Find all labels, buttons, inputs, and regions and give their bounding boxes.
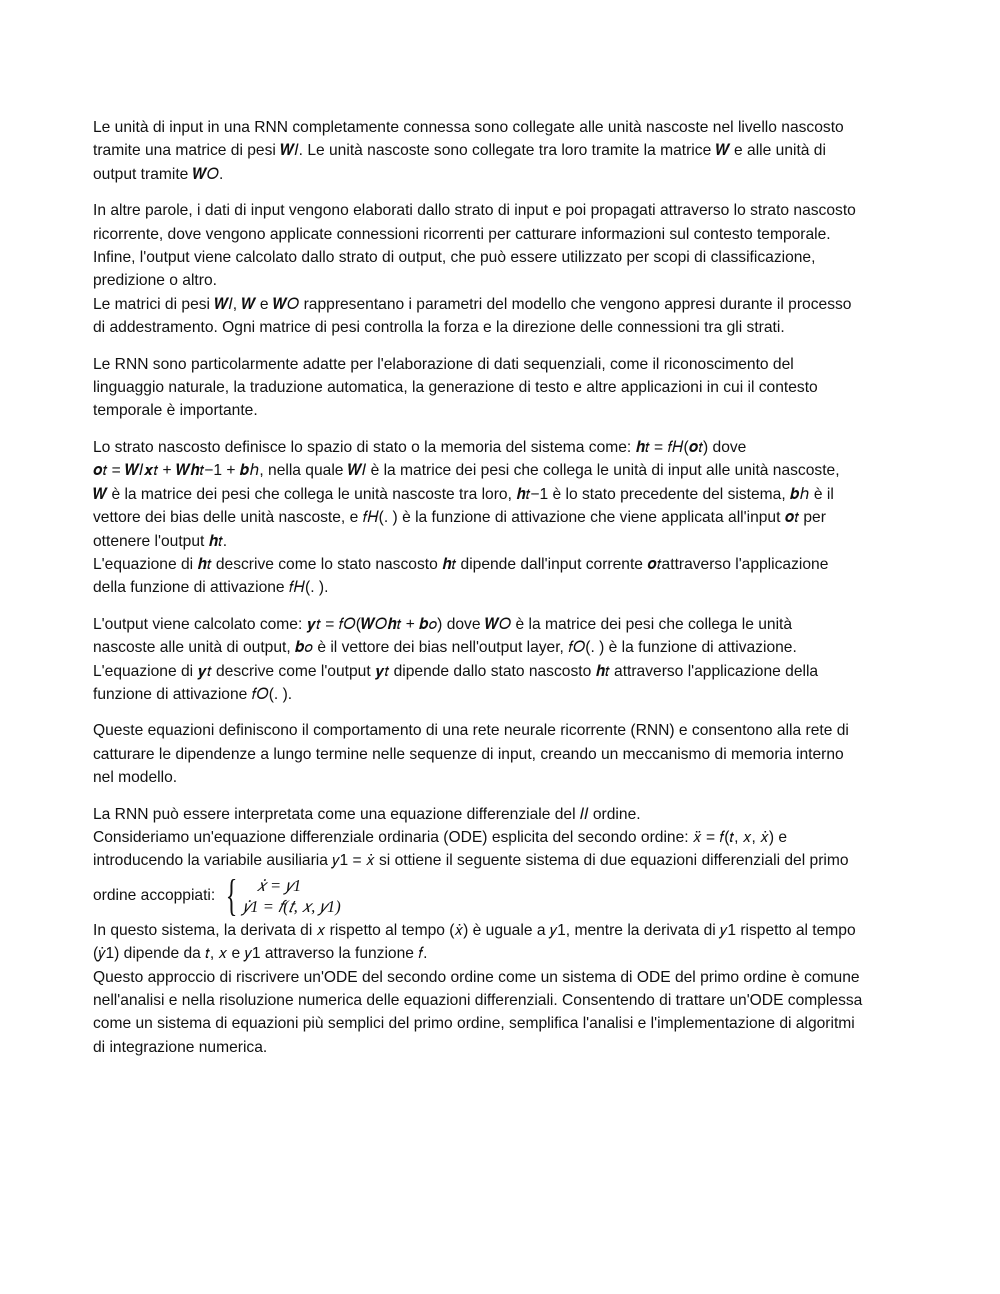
text-line: tramite una matrice di pesi 𝑾𝐼. Le unità nascoste sono collegate tra loro tramite la matrice 𝑾 e alle unità di — [93, 142, 826, 160]
text-line: nell'analisi e nella risoluzione numerica delle equazioni differenziali. Consentendo di trattare un'ODE complessa — [93, 992, 863, 1009]
ode-system-line — [93, 870, 911, 920]
text-line: di integrazione numerica. — [93, 1038, 268, 1056]
text-line: Questo approccio di riscrivere un'ODE del secondo ordine come un sistema di ODE del primo ordine è comune — [93, 968, 860, 986]
text-line: temporale è importante. — [93, 402, 258, 420]
ode-system-row-2: 𝑦̇1 = 𝑓(𝑡, 𝑥, 𝑦1) — [242, 896, 341, 916]
paragraph-data-flow — [93, 199, 911, 339]
paragraph-ode — [93, 803, 911, 1060]
ode-system-label: ordine accoppiati: — [93, 887, 216, 905]
text-line: Le unità di input in una RNN completamente connessa sono collegate alle unità nascoste nel livello nascosto — [93, 119, 844, 136]
text-line: nascoste alle unità di output, 𝒃𝑜 è il vettore dei bias nell'output layer, 𝑓𝑂(. ) è la funzione di attivazione. — [93, 639, 797, 657]
text-line: nel modello. — [93, 769, 178, 787]
text-line: In altre parole, i dati di input vengono elaborati dallo strato di input e poi propagati attraverso lo strato nascosto — [93, 202, 856, 220]
text-line: Le RNN sono particolarmente adatte per l'elaborazione di dati sequenziali, come il riconoscimento del — [93, 355, 794, 373]
text-line: della funzione di attivazione 𝑓𝐻(. ). — [93, 579, 329, 597]
text-line: L'equazione di 𝒚𝑡 descrive come l'output 𝒚𝑡 dipende dallo stato nascosto 𝒉𝑡 attraverso l'applicazione della — [93, 662, 819, 680]
text-line: vettore dei bias delle unità nascoste, e 𝑓𝐻(. ) è la funzione di attivazione che viene applicata all'input 𝒐𝑡 per — [93, 509, 826, 527]
text-line: catturare le dipendenze a lungo termine nelle sequenze di input, creando un meccanismo di memoria interno — [93, 745, 844, 763]
text-line: Infine, l'output viene calcolato dallo strato di output, che può essere utilizzato per scopi di classificazione, — [93, 249, 816, 267]
text-line: ricorrente, dove vengono applicate connessioni ricorrenti per catturare informazioni sul contesto temporale. — [93, 225, 831, 243]
text-line: 𝑾 è la matrice dei pesi che collega le unità nascoste tra loro, 𝒉𝑡−1 è lo stato precedente del sistema, 𝒃ℎ è il — [93, 485, 834, 503]
text-line: di addestramento. Ogni matrice di pesi controlla la forza e la direzione delle connessioni tra gli strati. — [93, 319, 785, 337]
text-line: Queste equazioni definiscono il comportamento di una rete neurale ricorrente (RNN) e consentono alla rete di — [93, 722, 849, 740]
paragraph-rnn-connections — [93, 116, 911, 186]
text-line: output tramite 𝑾𝑂. — [93, 165, 224, 183]
left-brace-icon: { — [225, 870, 238, 920]
ode-system-equations — [221, 870, 341, 920]
paragraph-hidden-state — [93, 436, 911, 600]
text-line: ottenere l'output 𝒉𝑡. — [93, 532, 228, 550]
paragraph-output — [93, 613, 911, 707]
text-line: L'output viene calcolato come: 𝒚𝑡 = 𝑓𝑂(𝑾𝑂𝒉𝑡 + 𝒃𝑜) dove 𝑾𝑂 è la matrice dei pesi che collega le unità — [93, 615, 793, 633]
text-line: Consideriamo un'equazione differenziale ordinaria (ODE) esplicita del secondo ordine: 𝑥̈ = 𝑓(𝑡, 𝑥, 𝑥̇) e — [93, 828, 788, 846]
paragraph-summary — [93, 719, 911, 789]
text-line: predizione o altro. — [93, 272, 217, 290]
text-line: L'equazione di 𝒉𝑡 descrive come lo stato nascosto 𝒉𝑡 dipende dall'input corrente 𝒐𝑡attraverso l'applicazione — [93, 555, 829, 573]
text-line: In questo sistema, la derivata di 𝑥 rispetto al tempo (𝑥̇) è uguale a 𝑦1, mentre la derivata di 𝑦1 rispetto al tempo — [93, 921, 856, 939]
ode-system-row-1: 𝑥̇ = 𝑦1 — [256, 875, 302, 895]
text-line: La RNN può essere interpretata come una equazione differenziale del 𝐼𝐼 ordine. — [93, 805, 641, 823]
text-line: 𝒐𝑡 = 𝑾𝐼𝒙𝑡 + 𝑾𝒉𝑡−1 + 𝒃ℎ, nella quale 𝑾𝐼 è la matrice dei pesi che collega le unità di input alle unità nascoste, — [93, 462, 840, 480]
document-page — [93, 116, 911, 1072]
text-line: introducendo la variabile ausiliaria 𝑦1 = 𝑥̇ si ottiene il seguente sistema di due equazioni differenziali del primo — [93, 852, 849, 870]
text-line: funzione di attivazione 𝑓𝑂(. ). — [93, 685, 293, 703]
text-line: Lo strato nascosto definisce lo spazio di stato o la memoria del sistema come: 𝒉𝑡 = 𝑓𝐻(𝒐𝑡) dove — [93, 438, 747, 456]
text-line: Le matrici di pesi 𝑾𝐼, 𝑾 e 𝑾𝑂 rappresentano i parametri del modello che vengono appresi durante il processo — [93, 295, 852, 313]
text-line: come un sistema di equazioni più semplici del primo ordine, semplifica l'analisi e l'implementazione di algoritmi — [93, 1015, 855, 1033]
text-line: (𝑦̇1) dipende da 𝑡, 𝑥 e 𝑦1 attraverso la funzione 𝑓. — [93, 945, 428, 963]
paragraph-rnn-applications — [93, 353, 911, 423]
text-line: linguaggio naturale, la traduzione automatica, la generazione di testo e altre applicazioni in cui il contesto — [93, 379, 818, 397]
